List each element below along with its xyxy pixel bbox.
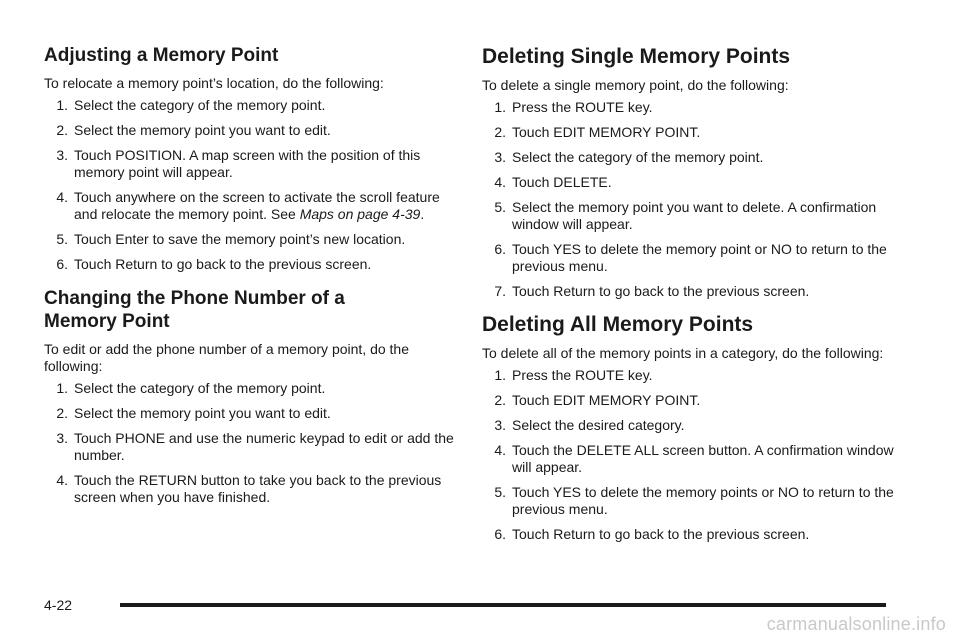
list-item: 7. Touch Return to go back to the previous screen. xyxy=(494,283,810,299)
section-intro: To delete all of the memory points in a category, do the following: xyxy=(482,345,884,361)
list-item: 3. Select the category of the memory point. xyxy=(494,149,764,165)
list-item: 4. Touch the RETURN button to take you back to the previous screen when you have finished. xyxy=(56,472,442,505)
list-item: 6. Touch Return to go back to the previous screen. xyxy=(494,526,810,542)
steps-list-deleting-single xyxy=(482,99,902,300)
page-number: 4-22 xyxy=(44,597,73,613)
steps-list-deleting-all xyxy=(482,367,902,543)
list-item: 2. Touch EDIT MEMORY POINT. xyxy=(494,392,701,408)
list-item: 2. Select the memory point you want to edit. xyxy=(56,405,331,421)
list-item: 4. Touch anywhere on the screen to activate the scroll feature and relocate the memory point. See Maps on page 4-39. xyxy=(56,189,440,222)
steps-list-adjusting xyxy=(44,97,454,273)
section-heading-deleting-all: Deleting All Memory Points xyxy=(482,313,754,336)
list-item: 1. Press the ROUTE key. xyxy=(494,367,653,383)
left-column xyxy=(44,44,454,516)
section-intro: To delete a single memory point, do the following: xyxy=(482,77,789,93)
list-item: 1. Press the ROUTE key. xyxy=(494,99,653,115)
list-item: 3. Touch POSITION. A map screen with the position of this memory point will appear. xyxy=(56,147,421,180)
list-item: 3. Select the desired category. xyxy=(494,417,685,433)
right-column xyxy=(482,44,902,553)
section-intro: To edit or add the phone number of a memory point, do the following: xyxy=(44,341,410,374)
section-intro: To relocate a memory point’s location, do the following: xyxy=(44,75,384,91)
section-heading-deleting-single: Deleting Single Memory Points xyxy=(482,45,791,68)
list-item: 4. Touch the DELETE ALL screen button. A confirmation window will appear. xyxy=(494,442,894,475)
list-item: 1. Select the category of the memory point. xyxy=(56,97,326,113)
list-item: 3. Touch PHONE and use the numeric keypad to edit or add the number. xyxy=(56,430,454,463)
list-item: 1. Select the category of the memory point. xyxy=(56,380,326,396)
maps-reference-link[interactable]: Maps on page 4-39 xyxy=(299,206,421,222)
list-item: 5. Select the memory point you want to delete. A confirmation window will appear. xyxy=(494,199,877,232)
list-item: 6. Touch YES to delete the memory point or NO to return to the previous menu. xyxy=(494,241,887,274)
list-item: 5. Touch YES to delete the memory points or NO to return to the previous menu. xyxy=(494,484,894,517)
list-item: 2. Touch EDIT MEMORY POINT. xyxy=(494,124,701,140)
steps-list-changing-phone xyxy=(44,380,454,506)
footer-rule xyxy=(120,603,886,607)
section-heading-changing-phone: Changing the Phone Number of a Memory Point xyxy=(44,288,345,332)
watermark: carmanualsonline.info xyxy=(766,614,946,634)
list-item: 6. Touch Return to go back to the previous screen. xyxy=(56,256,372,272)
section-heading-adjusting: Adjusting a Memory Point xyxy=(44,45,279,66)
list-item: 2. Select the memory point you want to edit. xyxy=(56,122,331,138)
list-item: 4. Touch DELETE. xyxy=(494,174,612,190)
list-item: 5. Touch Enter to save the memory point’s new location. xyxy=(56,231,406,247)
